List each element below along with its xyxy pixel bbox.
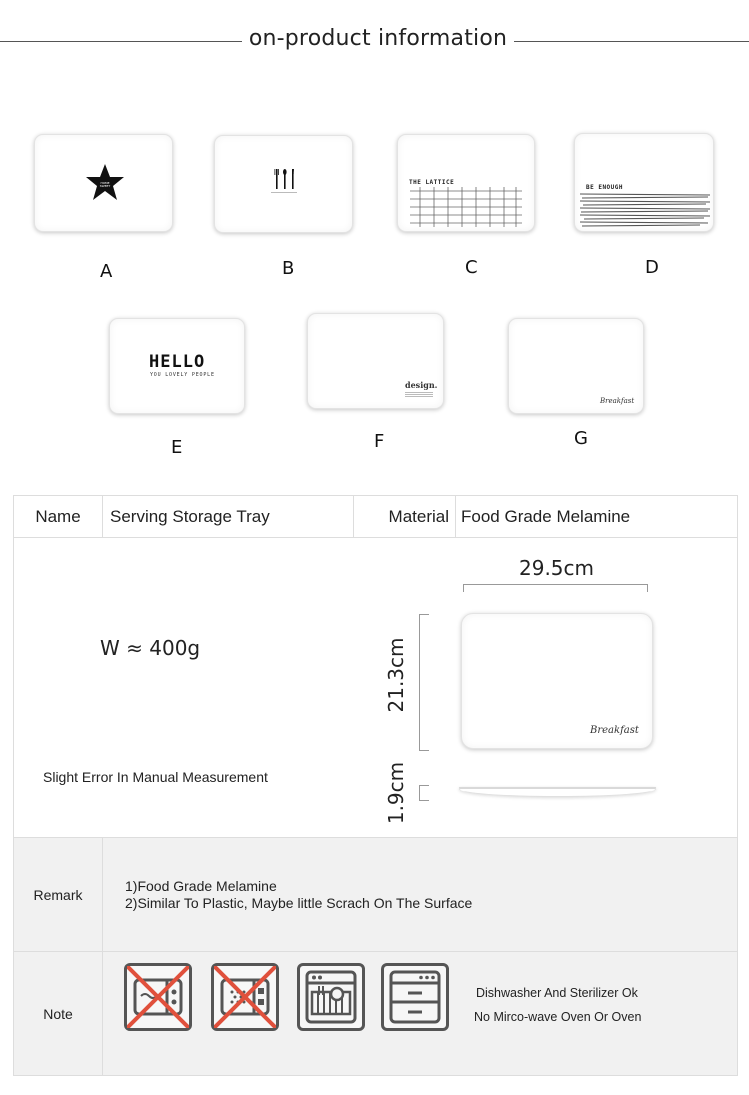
brush-stroke-pattern (580, 192, 710, 228)
tray-b-tiny-text (271, 192, 297, 193)
remark-label: Remark (14, 838, 103, 952)
tray-e-image (109, 318, 245, 414)
tray-c-label: C (465, 257, 478, 278)
tray-d-label: D (645, 257, 659, 278)
material-value: Food Grade Melamine (456, 496, 738, 538)
tray-e-print-text: HELLO (149, 352, 206, 372)
dimensions-panel (13, 537, 738, 837)
lattice-pattern (410, 187, 522, 227)
measurement-note: Slight Error In Manual Measurement (43, 769, 268, 785)
width-bracket (463, 584, 648, 592)
sterilizer-icon (381, 963, 449, 1031)
tray-c-image (397, 134, 535, 232)
material-label: Material (354, 496, 456, 538)
remark-row (14, 838, 738, 952)
tray-a-label: A (100, 261, 113, 282)
tray-a-badge-text: HOME SWEET (99, 181, 111, 188)
remark-text (103, 838, 738, 952)
tray-f-small-print (405, 392, 433, 398)
remark-line-2: 2)Similar To Plastic, Maybe little Scrach On The Surface (125, 894, 473, 911)
name-value: Serving Storage Tray (103, 496, 354, 538)
tray-f-print-text: design. (405, 380, 438, 390)
header-divider-right (514, 41, 749, 42)
tray-b-image (214, 135, 353, 233)
tray-b-label: B (282, 258, 295, 279)
remark-line-1: 1)Food Grade Melamine (125, 877, 277, 894)
height-bracket (419, 614, 429, 751)
tray-g-print-text: Breakfast (600, 397, 635, 405)
section-title: on-product information (248, 26, 508, 51)
thickness-bracket (419, 785, 429, 801)
oven-crossed-icon (211, 963, 279, 1031)
tray-e-sub-text: YOU LOVELY PEOPLE (150, 372, 215, 378)
weight-value: W ≈ 400g (100, 636, 201, 660)
tray-g-image (508, 318, 644, 414)
tray-dimension-print-text: Breakfast (590, 725, 639, 736)
note-line-2: No Mirco-wave Oven Or Oven (474, 1010, 642, 1024)
cutlery-icon (273, 169, 297, 189)
dishwasher-icon (297, 963, 365, 1031)
name-label: Name (14, 496, 103, 538)
tray-f-label: F (374, 431, 385, 452)
tray-dimension-image (461, 613, 653, 749)
tray-a-image (34, 134, 173, 232)
width-value: 29.5cm (519, 556, 595, 580)
tray-f-image (307, 313, 444, 409)
spec-row (14, 496, 738, 538)
section-header (0, 22, 749, 62)
note-line-1: Dishwasher And Sterilizer Ok (476, 986, 638, 1000)
tray-d-print-text: BE ENOUGH (586, 184, 624, 191)
tray-d-image (574, 133, 714, 232)
tray-e-label: E (171, 437, 183, 458)
note-label: Note (14, 952, 103, 1076)
tray-side-profile (459, 787, 656, 797)
microwave-crossed-icon (124, 963, 192, 1031)
thickness-value: 1.9cm (384, 761, 408, 825)
tray-g-label: G (574, 428, 588, 449)
height-value: 21.3cm (384, 637, 408, 713)
header-divider-left (0, 41, 242, 42)
tray-c-print-text: THE LATTICE (409, 179, 455, 186)
